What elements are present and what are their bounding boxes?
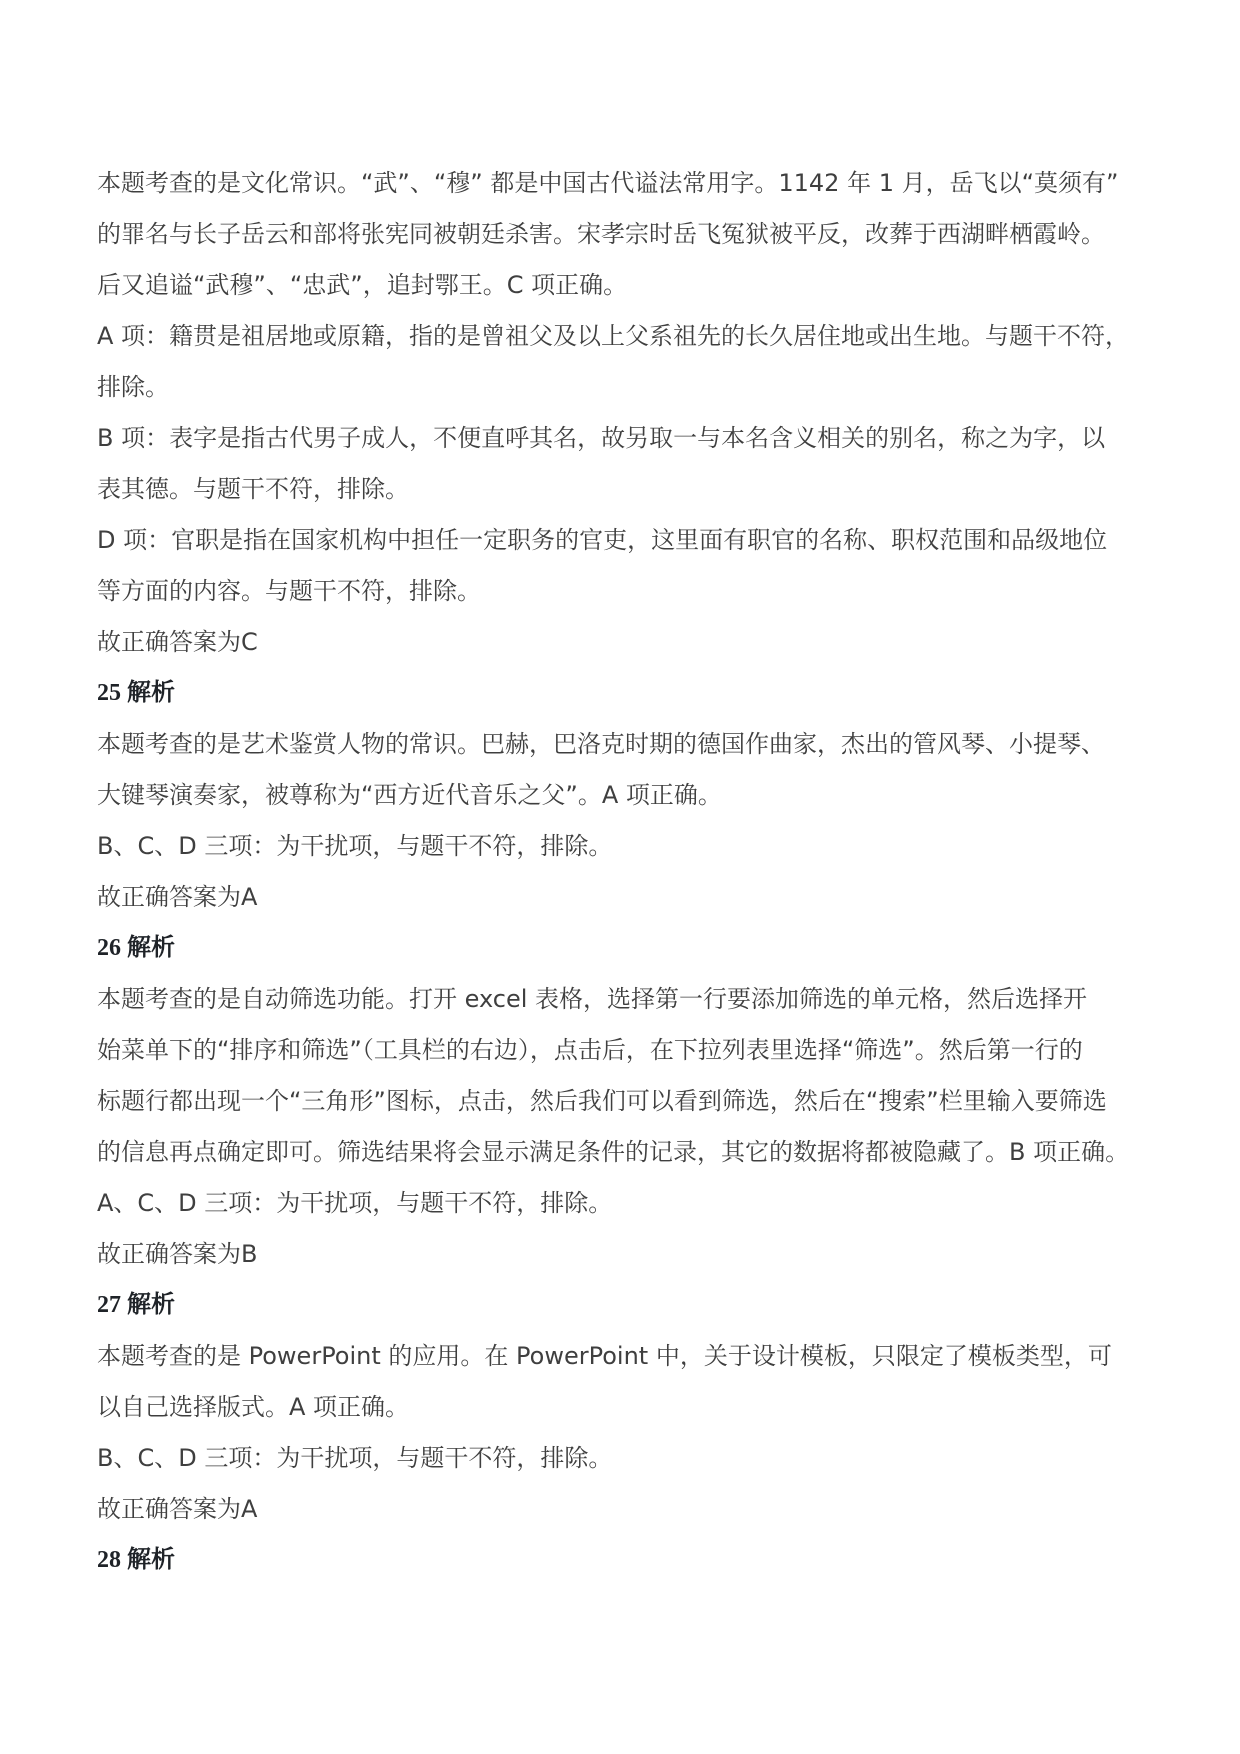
analysis-26 [97,923,1240,1280]
paragraph-line: 排除。 [97,373,169,401]
analysis-25 [97,668,1240,923]
paragraph-line: 大键琴演奏家，被尊称为“西方近代音乐之父”。A 项正确。 [97,781,722,809]
answer-line: 故正确答案为C [97,628,258,656]
paragraph-line: B、C、D 三项：为干扰项，与题干不符，排除。 [97,832,613,860]
analysis-24-continued [97,158,1240,668]
answer-line: 故正确答案为A [97,883,258,911]
paragraph-line: 的罪名与长子岳云和部将张宪同被朝廷杀害。宋孝宗时岳飞冤狱被平反，改葬于西湖畔栖霞岭。 [97,220,1105,248]
paragraph-line: 表其德。与题干不符，排除。 [97,475,409,503]
paragraph-line: 以自己选择版式。A 项正确。 [97,1393,410,1421]
paragraph-line: 等方面的内容。与题干不符，排除。 [97,577,481,605]
section-heading: 25 解析 [97,680,175,706]
paragraph-line: D 项：官职是指在国家机构中担任一定职务的官吏，这里面有职官的名称、职权范围和品级地位 [97,526,1108,554]
paragraph-line: 本题考查的是文化常识。“武”、“穆” 都是中国古代谥法常用字。1142 年 1 月，岳飞以“莫须有” [97,169,1119,197]
paragraph-line: 的信息再点确定即可。筛选结果将会显示满足条件的记录，其它的数据将都被隐藏了。B 项正确。 [97,1138,1130,1166]
answer-line: 故正确答案为B [97,1240,258,1268]
paragraph-line: 本题考查的是 PowerPoint 的应用。在 PowerPoint 中，关于设计模板，只限定了模板类型，可 [97,1342,1112,1370]
answer-line: 故正确答案为A [97,1495,258,1523]
analysis-28 [97,1535,1240,1586]
section-heading: 27 解析 [97,1292,175,1318]
section-heading: 26 解析 [97,935,175,961]
paragraph-line: A 项：籍贯是祖居地或原籍，指的是曾祖父及以上父系祖先的长久居住地或出生地。与题干不符， [97,322,1130,350]
paragraph-line: 标题行都出现一个“三角形”图标，点击，然后我们可以看到筛选，然后在“搜索”栏里输入要筛选 [97,1087,1107,1115]
paragraph-line: 本题考查的是艺术鉴赏人物的常识。巴赫，巴洛克时期的德国作曲家，杰出的管风琴、小提琴、 [97,730,1105,758]
paragraph-line: 后又追谥“武穆”、“忠武”，追封鄂王。C 项正确。 [97,271,628,299]
paragraph-line: B 项：表字是指古代男子成人，不便直呼其名，故另取一与本名含义相关的别名，称之为字，以 [97,424,1106,452]
paragraph-line: 始菜单下的“排序和筛选”（工具栏的右边），点击后，在下拉列表里选择“筛选”。然后第一行的 [97,1036,1083,1064]
paragraph-line: A、C、D 三项：为干扰项，与题干不符，排除。 [97,1189,613,1217]
paragraph-line: B、C、D 三项：为干扰项，与题干不符，排除。 [97,1444,613,1472]
paragraph-line: 本题考查的是自动筛选功能。打开 excel 表格，选择第一行要添加筛选的单元格，然后选择开 [97,985,1088,1013]
section-heading: 28 解析 [97,1547,175,1573]
analysis-27 [97,1280,1240,1535]
